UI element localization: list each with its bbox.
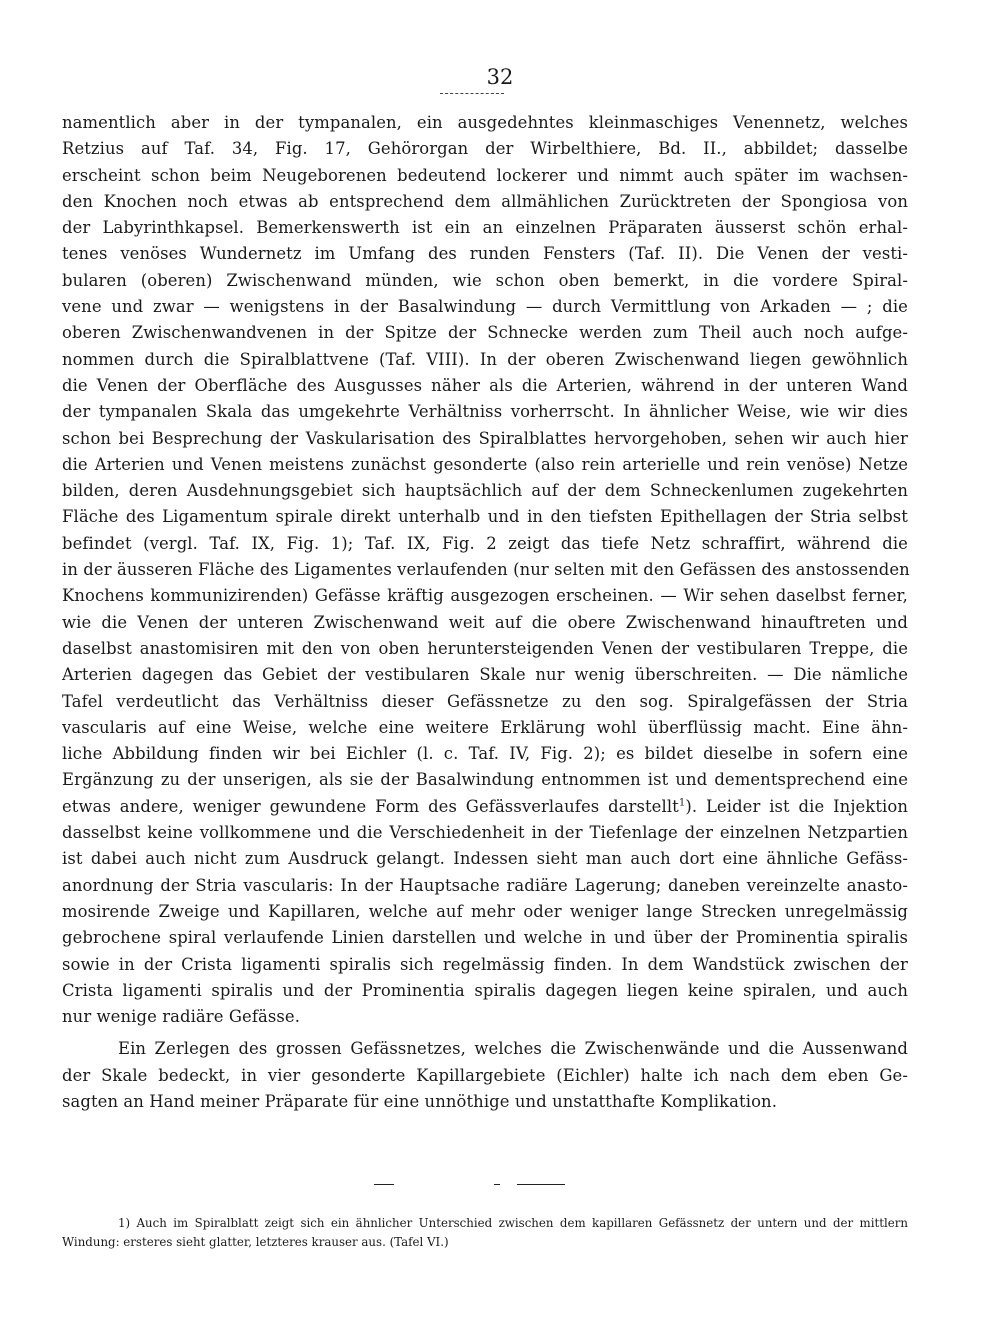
text-line: Retzius auf Taf. 34, Fig. 17, Gehörorgan der Wirbelthiere, Bd. II., abbildet; dasselbe	[62, 139, 908, 159]
text-line: sagten an Hand meiner Präparate für eine unnöthige und unstatthafte Komplikation.	[62, 1091, 778, 1111]
section-divider	[517, 1184, 565, 1185]
text-line: vene und zwar — wenigstens in der Basalwindung — durch Vermittlung von Arkaden — ; die	[62, 297, 908, 317]
text-line: den Knochen noch etwas ab entsprechend dem allmählichen Zurücktreten der Spongiosa von	[62, 191, 908, 211]
text-line: anordnung der Stria vascularis: In der Hauptsache radiäre Lagerung; daneben vereinzelte anasto-	[62, 875, 908, 895]
text-line: Ein Zerlegen des grossen Gefässnetzes, welches die Zwischenwände und die Aussenwand	[118, 1039, 908, 1059]
text-line: der tympanalen Skala das umgekehrte Verhältniss vorherrscht. In ähnlicher Weise, wie wir dies	[62, 402, 908, 422]
text-line: schon bei Besprechung der Vaskularisation des Spiralblattes hervorgehoben, sehen wir auch hier	[62, 428, 908, 448]
text-line: daselbst anastomisiren mit den von oben heruntersteigenden Venen der vestibularen Treppe, die	[62, 638, 908, 658]
text-fragment: ). Leider ist die Injektion	[685, 796, 908, 816]
text-line: mosirende Zweige und Kapillaren, welche auf mehr oder weniger lange Strecken unregelmässig	[62, 901, 908, 921]
text-line: liche Abbildung finden wir bei Eichler (l. c. Taf. IV, Fig. 2); es bildet dieselbe in sofern eine	[62, 744, 908, 764]
text-line: ist dabei auch nicht zum Ausdruck gelangt. Indessen sieht man auch dort eine ähnliche Gefäss-	[62, 849, 908, 869]
text-line: Knochens kommunizirenden) Gefässe kräftig ausgezogen erscheinen. — Wir sehen daselbst ferner,	[62, 586, 908, 606]
footnote-ref: 1	[678, 797, 686, 809]
text-line: bilden, deren Ausdehnungsgebiet sich hauptsächlich auf der dem Schneckenlumen zugekehrten	[62, 481, 908, 501]
text-line: der Skale bedeckt, in vier gesonderte Kapillargebiete (Eichler) halte ich nach dem eben Ge-	[62, 1065, 908, 1085]
text-line: nommen durch die Spiralblattvene (Taf. VIII). In der oberen Zwischenwand liegen gewöhnlich	[62, 349, 908, 369]
footnote	[62, 1214, 908, 1252]
page-number: 32	[486, 65, 514, 89]
text-line: etwas andere, weniger gewundene Form des Gefässverlaufes darstellt$^1$). Leider ist die Injektion	[62, 796, 908, 816]
footnote-marker: 1)	[118, 1216, 137, 1230]
text-line: nur wenige radiäre Gefässe.	[62, 1007, 301, 1027]
text-line: der Labyrinthkapsel. Bemerkenswerth ist ein an einzelnen Präparaten äusserst schön erhal-	[62, 218, 908, 238]
text-line: Tafel verdeutlicht das Verhältniss dieser Gefässnetze zu den sog. Spiralgefässen der Stria	[62, 691, 908, 711]
text-line: vascularis auf eine Weise, welche eine weitere Erklärung wohl überflüssig macht. Eine ähn-	[62, 717, 908, 737]
text-line: namentlich aber in der tympanalen, ein ausgedehntes kleinmaschiges Venennetz, welches	[62, 113, 908, 132]
text-line: Ergänzung zu der unserigen, als sie der Basalwindung entnommen ist und dementsprechend eine	[62, 770, 908, 790]
text-line: dasselbst keine vollkommene und die Verschiedenheit in der Tiefenlage der einzelnen Netzpartien	[62, 823, 908, 843]
text-line: erscheint schon beim Neugeborenen bedeutend lockerer und nimmt auch später im wachsen-	[62, 165, 908, 185]
text-line: die Venen der Oberfläche des Ausgusses näher als die Arterien, während in der unteren Wand	[62, 375, 908, 395]
section-divider	[374, 1184, 394, 1185]
text-line: befindet (vergl. Taf. IX, Fig. 1); Taf. IX, Fig. 2 zeigt das tiefe Netz schraffirt, während die	[62, 533, 908, 553]
text-line: bularen (oberen) Zwischenwand münden, wie schon oben bemerkt, in die vordere Spiral-	[62, 270, 908, 290]
section-divider	[494, 1184, 500, 1185]
footnote-text: Auch im Spiralblatt zeigt sich ein ähnlicher Unterschied zwischen dem kapillaren Gefässnetz der untern und der mittlern	[136, 1216, 908, 1230]
text-line: die Arterien und Venen meistens zunächst gesonderte (also rein arterielle und rein venöse) Netze	[62, 454, 908, 474]
text-line: Crista ligamenti spiralis und der Prominentia spiralis dagegen liegen keine spiralen, und auch	[62, 980, 908, 1000]
footnote-line: Windung: ersteres sieht glatter, letzteres krauser aus. (Tafel VI.)	[62, 1235, 449, 1249]
text-line: in der äusseren Fläche des Ligamentes verlaufenden (nur selten mit den Gefässen des anstossenden	[62, 560, 910, 580]
text-line: Arterien dagegen das Gebiet der vestibularen Skale nur wenig überschreiten. — Die nämliche	[62, 665, 908, 685]
text-line: tenes venöses Wundernetz im Umfang des runden Fensters (Taf. II). Die Venen der vesti-	[62, 244, 908, 264]
text-line: sowie in der Crista ligamenti spiralis sich regelmässig finden. In dem Wandstück zwischen der	[62, 954, 908, 974]
body-text	[62, 110, 908, 1115]
page-number-rule	[440, 93, 504, 94]
text-line: gebrochene spiral verlaufende Linien darstellen und welche in und über der Prominentia spiralis	[62, 928, 908, 948]
footnote-line	[62, 1214, 908, 1233]
text-line: Fläche des Ligamentum spirale direkt unterhalb und in den tiefsten Epithellagen der Stria selbst	[62, 507, 908, 527]
text-line: oberen Zwischenwandvenen in der Spitze der Schnecke werden zum Theil auch noch aufge-	[62, 323, 908, 343]
text-line: wie die Venen der unteren Zwischenwand weit auf die obere Zwischenwand hinauftreten und	[62, 612, 908, 632]
